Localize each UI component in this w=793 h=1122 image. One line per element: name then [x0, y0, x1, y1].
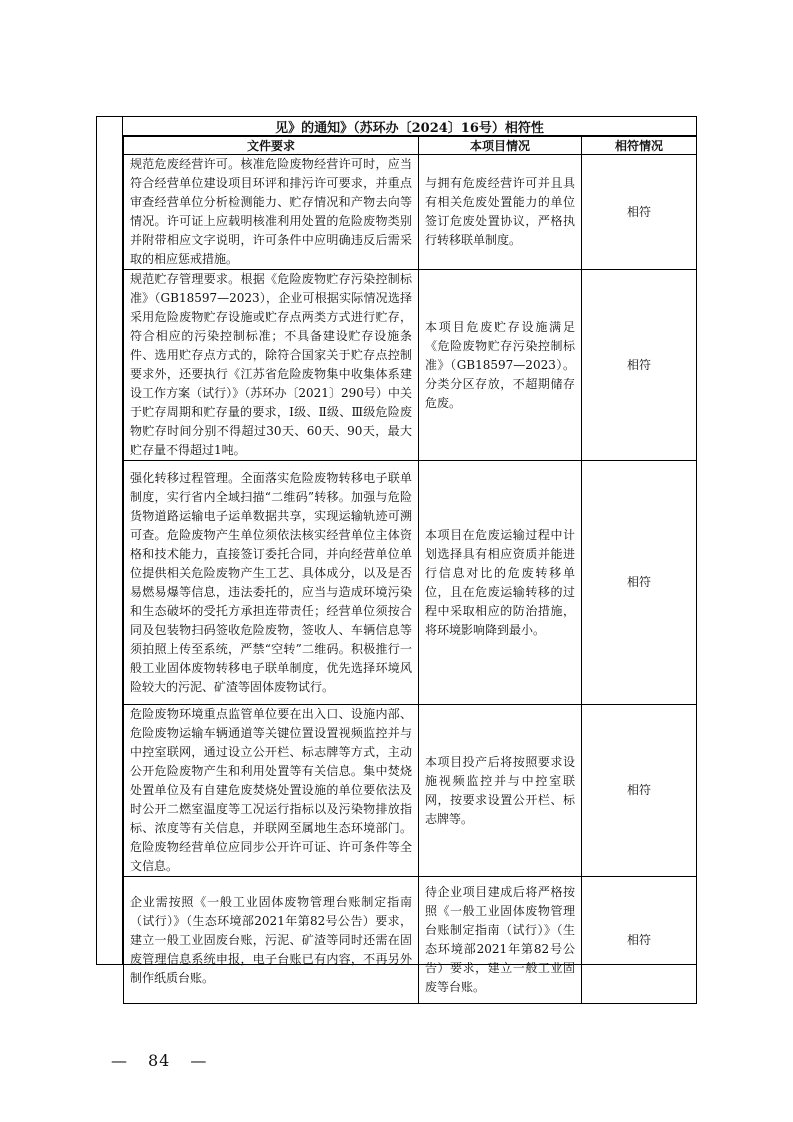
page-dash-right: — [190, 1051, 208, 1070]
header-status: 相符情况 [582, 137, 697, 155]
project-cell: 本项目危废贮存设施满足《危险废物贮存污染控制标准》（GB18597—2023）。分类分区存放，不超期储存危废。 [419, 270, 582, 461]
page-number: 84 [148, 1051, 171, 1070]
status-cell: 相符 [582, 705, 697, 877]
table-title: 见》的通知》（苏环办〔2024〕16号）相符性 [123, 117, 696, 136]
status-cell: 相符 [582, 877, 697, 1004]
page-dash-left: — [111, 1051, 128, 1070]
project-cell: 待企业项目建成后将严格按照《一般工业固体废物管理台账制定指南（试行）》（生态环境部2021年第82号公告）要求，建立一般工业固废等台账。 [419, 877, 582, 1004]
table-header-row [124, 137, 697, 155]
requirement-cell: 危险废物环境重点监管单位要在出入口、设施内部、危险废物运输车辆通道等关键位置设置视频监控并与中控室联网，通过设立公开栏、标志牌等方式，主动公开危险废物产生和利用处置等有关信息。集中焚烧处置单位及有自建危废焚烧处置设施的单位要依法及时公开二燃室温度等工况运行指标以及污染物排放指标、浓度等有关信息，并联网至属地生态环境部门。危险废物经营单位应同步公开许可证、许可条件等全文信息。 [124, 705, 419, 877]
table-row [124, 270, 697, 461]
project-cell: 本项目投产后将按照要求设施视频监控并与中控室联网，按要求设置公开栏、标志牌等。 [419, 705, 582, 877]
header-requirement: 文件要求 [124, 137, 419, 155]
project-cell: 本项目在危废运输过程中计划选择具有相应资质并能进行信息对比的危废转移单位，且在危废运输转移的过程中采取相应的防治措施，将环境影响降到最小。 [419, 461, 582, 705]
table-row [124, 705, 697, 877]
compliance-table-area [123, 117, 696, 994]
document-table-frame [96, 116, 697, 994]
requirement-cell: 企业需按照《一般工业固体废物管理台账制定指南（试行）》（生态环境部2021年第82号公告）要求，建立一般工业固废台账，污泥、矿渣等同时还需在固废管理信息系统申报，电子台账已有内容，不再另外制作纸质台账。 [124, 877, 419, 1004]
requirement-cell: 规范危废经营许可。核准危险废物经营许可时，应当符合经营单位建设项目环评和排污许可要求，并重点审查经营单位分析检测能力、贮存情况和产物去向等情况。许可证上应载明核准利用处置的危险废物类别并附带相应文字说明，许可条件中应明确违反后需采取的相应惩戒措施。 [124, 155, 419, 270]
status-cell: 相符 [582, 270, 697, 461]
requirement-cell: 强化转移过程管理。全面落实危险废物转移电子联单制度，实行省内全域扫描“二维码”转移。加强与危险货物道路运输电子运单数据共享，实现运输轨迹可溯可查。危险废物产生单位须依法核实经营单位主体资格和技术能力，直接签订委托合同，并向经营单位单位提供相关危险废物产生工艺、具体成分，以及是否易燃易爆等信息，违法委托的，应当与造成环境污染和生态破坏的受托方承担连带责任；经营单位须按合同及包装物扫码签收危险废物，签收人、车辆信息等须拍照上传至系统，严禁“空转”二维码。积极推行一般工业固体废物转移电子联单制度，优先选择环境风险较大的污泥、矿渣等固体废物试行。 [124, 461, 419, 705]
table-row [124, 461, 697, 705]
page-footer [101, 1051, 217, 1070]
header-project: 本项目情况 [419, 137, 582, 155]
table-row [124, 877, 697, 1004]
project-cell: 与拥有危废经营许可并且具有相关危废处置能力的单位签订危废处置协议，严格执行转移联单制度。 [419, 155, 582, 270]
status-cell: 相符 [582, 461, 697, 705]
compliance-table [123, 136, 697, 1004]
status-cell: 相符 [582, 155, 697, 270]
requirement-cell: 规范贮存管理要求。根据《危险废物贮存污染控制标准》（GB18597—2023），企业可根据实际情况选择采用危险废物贮存设施或贮存点两类方式进行贮存，符合相应的污染控制标准；不具备建设贮存设施条件、选用贮存点方式的，除符合国家关于贮存点控制要求外，还要执行《江苏省危险废物集中收集体系建设工作方案（试行）》（苏环办〔2021〕290号）中关于贮存周期和贮存量的要求，Ⅰ级、Ⅱ级、Ⅲ级危险废物贮存时间分别不得超过30天、60天、90天，最大贮存量不得超过1吨。 [124, 270, 419, 461]
table-row [124, 155, 697, 270]
left-side-column [97, 117, 123, 964]
